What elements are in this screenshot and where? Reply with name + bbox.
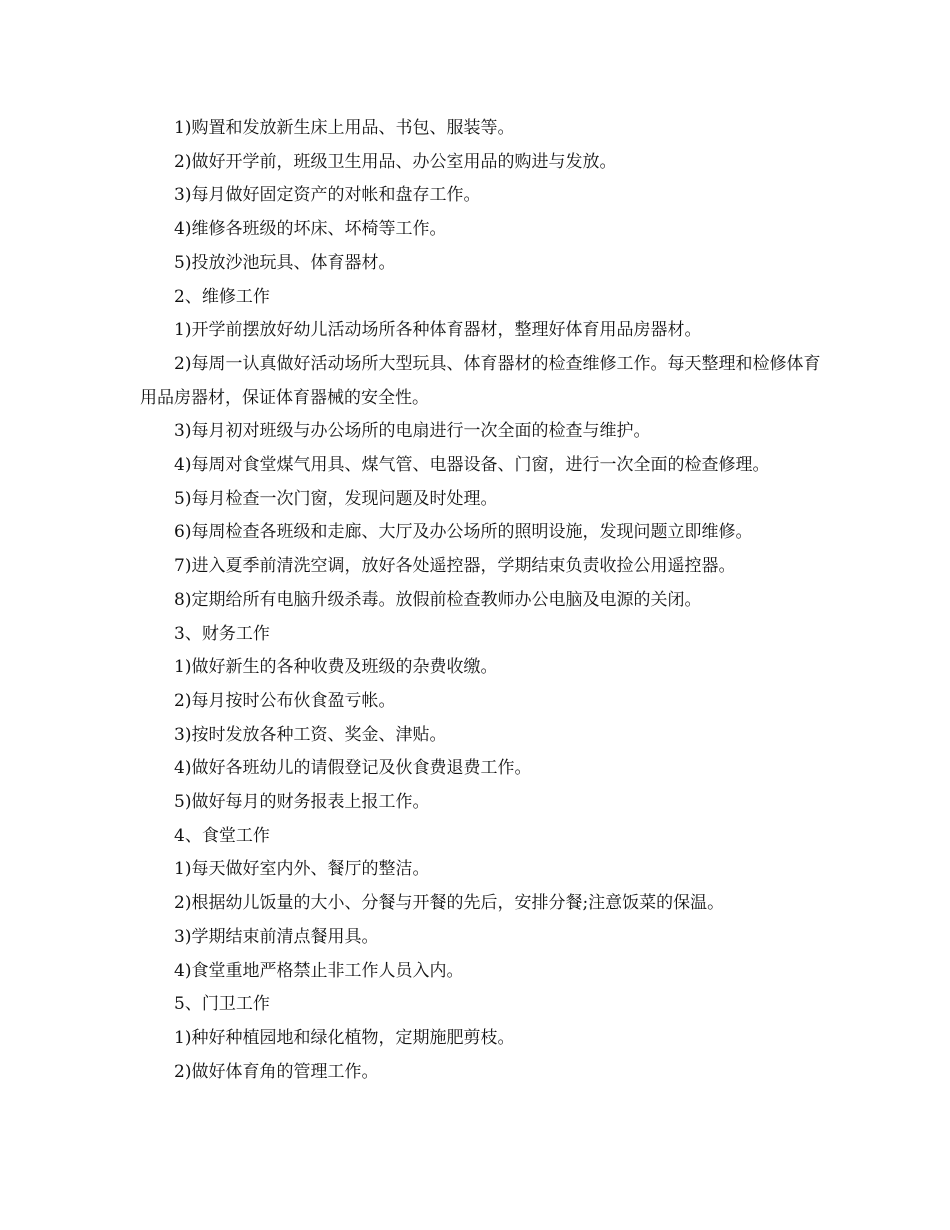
list-item: 5)做好每月的财务报表上报工作。 (174, 792, 430, 813)
section-heading-maintenance: 2、维修工作 (174, 286, 270, 307)
list-item: 1)开学前摆放好幼儿活动场所各种体育器材，整理好体育用品房器材。 (174, 320, 702, 341)
list-item: 2)根据幼儿饭量的大小、分餐与开餐的先后，安排分餐;注意饭菜的保温。 (174, 893, 725, 914)
list-item: 6)每周检查各班级和走廊、大厅及办公场所的照明设施，发现问题立即维修。 (174, 522, 753, 543)
section-heading-canteen: 4、食堂工作 (174, 825, 270, 846)
document-body (140, 112, 830, 1089)
list-item: 4)每周对食堂煤气用具、煤气管、电器设备、门窗，进行一次全面的检查修理。 (174, 455, 770, 476)
list-item: 2)做好开学前，班级卫生用品、办公室用品的购进与发放。 (174, 151, 617, 172)
list-item: 5)每月检查一次门窗，发现问题及时处理。 (174, 488, 498, 509)
section-heading-finance: 3、财务工作 (174, 623, 270, 644)
section-heading-guard: 5、门卫工作 (174, 994, 270, 1015)
list-item: 3)每月做好固定资产的对帐和盘存工作。 (174, 185, 481, 206)
list-item: 2)每月按时公布伙食盈亏帐。 (174, 690, 396, 711)
list-item: 3)按时发放各种工资、奖金、津贴。 (174, 724, 447, 745)
list-item: 1)种好种植园地和绿化植物，定期施肥剪枝。 (174, 1027, 515, 1048)
list-item: 4)做好各班幼儿的请假登记及伙食费退费工作。 (174, 758, 532, 779)
list-item: 5)投放沙池玩具、体育器材。 (174, 252, 396, 273)
list-item: 1)购置和发放新生床上用品、书包、服装等。 (174, 118, 515, 138)
list-item: 3)学期结束前清点餐用具。 (174, 926, 379, 947)
list-item: 1)做好新生的各种收费及班级的杂费收缴。 (174, 657, 498, 678)
list-item: 2)做好体育角的管理工作。 (174, 1061, 379, 1082)
list-item: 4)维修各班级的坏床、坏椅等工作。 (174, 219, 447, 240)
list-item: 8)定期给所有电脑升级杀毒。放假前检查教师办公电脑及电源的关闭。 (174, 589, 702, 610)
list-item: 1)每天做好室内外、餐厅的整洁。 (174, 859, 430, 880)
list-item: 4)食堂重地严格禁止非工作人员入内。 (174, 960, 464, 981)
list-item: 7)进入夏季前清洗空调，放好各处遥控器，学期结束负责收捡公用遥控器。 (174, 556, 736, 577)
list-item: 3)每月初对班级与办公场所的电扇进行一次全面的检查与维护。 (174, 421, 651, 442)
list-item: 2)每周一认真做好活动场所大型玩具、体育器材的检查维修工作。每天整理和检修体育用品房器材，保证体育器械的安全性。 (140, 353, 821, 408)
